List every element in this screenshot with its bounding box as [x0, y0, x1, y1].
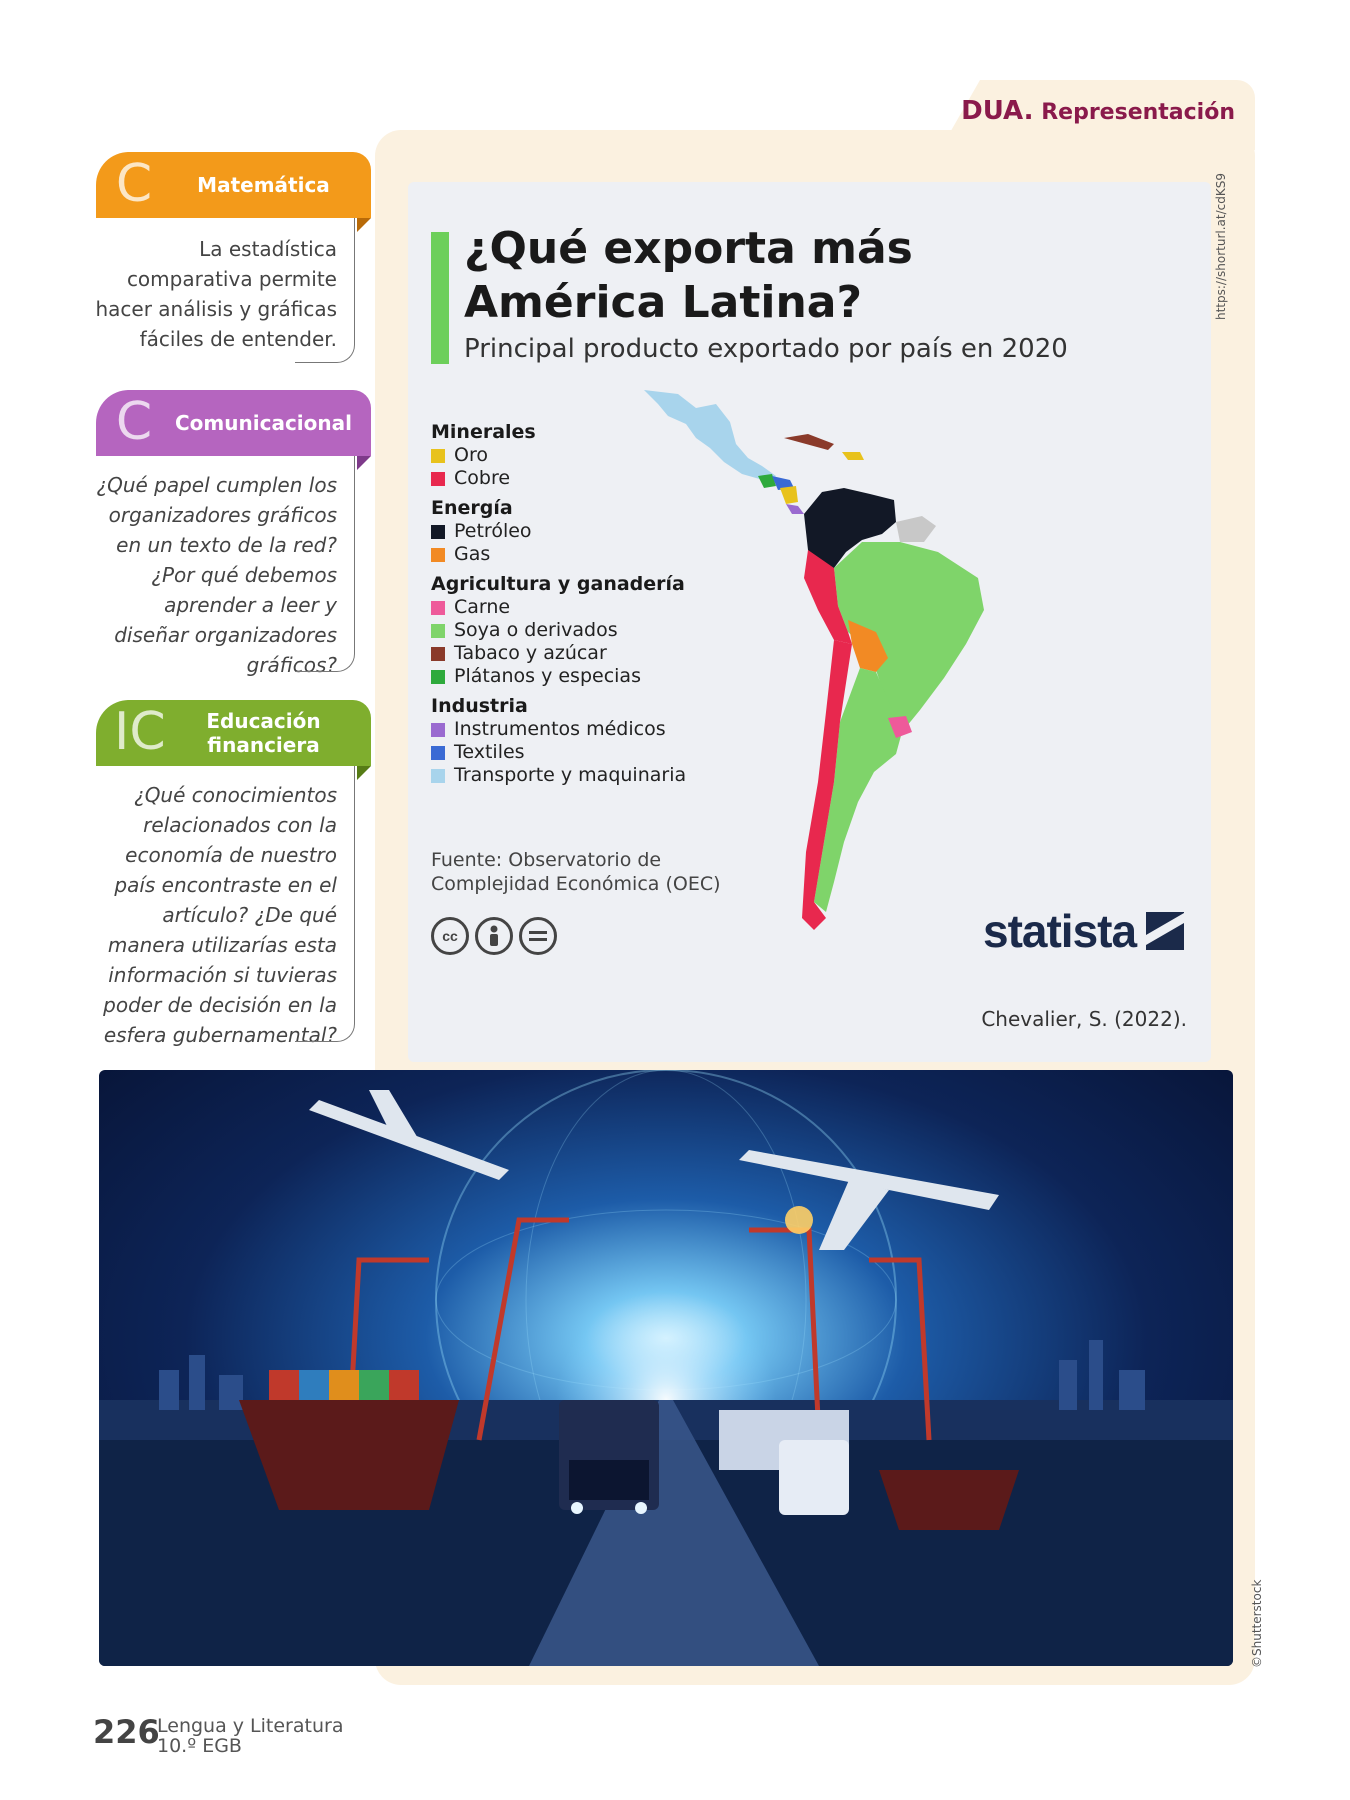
legend-label: Plátanos y especias — [454, 665, 641, 687]
region-costa-rica — [786, 504, 804, 514]
legend-label: Oro — [454, 444, 488, 466]
label-financiera-line1: Educación — [206, 709, 321, 733]
source — [431, 848, 721, 896]
legend-swatch — [431, 746, 445, 760]
bracket — [295, 218, 355, 363]
legend-label: Petróleo — [454, 520, 532, 542]
legend-swatch — [431, 601, 445, 615]
legend-group: Minerales — [431, 421, 536, 443]
label-financiera-line2: financiera — [207, 733, 320, 757]
label-fold — [357, 766, 371, 780]
label-financiera — [96, 700, 371, 766]
title-accent-bar — [431, 232, 449, 364]
bracket — [295, 456, 355, 672]
label-matematica-title: Matemática — [197, 173, 330, 197]
legend-label: Transporte y maquinaria — [454, 764, 687, 786]
region-cuba — [784, 434, 834, 450]
label-comunicacional-title: Comunicacional — [175, 411, 352, 435]
label-fold — [357, 456, 371, 470]
region-mexico — [644, 390, 776, 482]
source-url: https://shorturl.at/cdKS9 — [1214, 173, 1228, 320]
source-line-2: Complejidad Económica (OEC) — [431, 873, 721, 895]
region-hispaniola — [842, 452, 864, 460]
book-grade: 10.º EGB — [157, 1735, 242, 1757]
legend-group: Industria — [431, 695, 528, 717]
legend-swatch — [431, 525, 445, 539]
nd-icon — [519, 917, 557, 955]
legend-swatch — [431, 647, 445, 661]
dua-label: Representación — [1041, 100, 1235, 125]
legend-swatch — [431, 472, 445, 486]
photo-credit: ©Shutterstock — [1250, 1579, 1264, 1668]
legend-swatch — [431, 769, 445, 783]
label-fold — [357, 218, 371, 232]
legend-group: Agricultura y ganadería — [431, 573, 685, 595]
infographic-title — [464, 222, 913, 330]
book-info — [157, 1716, 343, 1756]
legend-swatch — [431, 449, 445, 463]
ic-icon: IC — [114, 702, 166, 762]
dua-strong: DUA. — [961, 96, 1034, 126]
page-number: 226 — [93, 1713, 160, 1751]
logistics-illustration — [99, 1070, 1233, 1666]
legend-label: Instrumentos médicos — [454, 718, 666, 740]
bracket — [295, 766, 355, 1042]
financiera-text: ¿Qué conocimientos relacionados con la economía de nuestro país encontraste en el artículo? ¿De qué manera utilizarías esta información si tuvieras poder de decisión en la esfera gubernamental? — [103, 783, 337, 1047]
legend-swatch — [431, 624, 445, 638]
cc-icon: cc — [431, 917, 469, 955]
label-matematica — [96, 152, 371, 218]
comunicacional-text: ¿Qué papel cumplen los organizadores gráficos en un texto de la red? ¿Por qué debemos aprender a leer y diseñar organizadores gráficos? — [96, 473, 337, 677]
c-icon: C — [115, 154, 153, 214]
legend-label: Cobre — [454, 467, 511, 489]
label-comunicacional — [96, 390, 371, 456]
legend-group: Energía — [431, 497, 513, 519]
title-line-1: ¿Qué exporta más — [464, 223, 913, 274]
title-line-2: América Latina? — [464, 277, 862, 328]
legend-swatch — [431, 548, 445, 562]
c-icon: C — [115, 392, 153, 452]
legend-swatch — [431, 670, 445, 684]
statista-wordmark: statista — [983, 905, 1137, 957]
statista-logo — [983, 904, 1184, 958]
latin-america-map — [638, 382, 1208, 942]
label-financiera-title — [206, 709, 320, 757]
legend-label: Tabaco y azúcar — [454, 642, 607, 664]
by-icon — [475, 917, 513, 955]
statista-mark-icon — [1146, 912, 1184, 950]
dua-header — [961, 96, 1235, 126]
legend-label: Soya o derivados — [454, 619, 618, 641]
legend-label: Carne — [454, 596, 511, 618]
logistics-photo — [99, 1070, 1233, 1666]
book-subject: Lengua y Literatura — [157, 1715, 344, 1737]
source-line-1: Fuente: Observatorio de — [431, 849, 662, 871]
legend-label: Gas — [454, 543, 491, 565]
matematica-text: La estadística comparativa permite hacer análisis y gráficas fáciles de entender. — [95, 237, 337, 351]
image-credit: Chevalier, S. (2022). — [981, 1007, 1187, 1031]
infographic-subtitle: Principal producto exportado por país en 2020 — [464, 334, 1068, 364]
infographic-card — [408, 182, 1211, 1062]
legend-swatch — [431, 723, 445, 737]
region-nicaragua — [780, 486, 798, 504]
region-guianas — [896, 516, 936, 542]
license-icons — [431, 917, 557, 955]
legend-label: Textiles — [454, 741, 525, 763]
